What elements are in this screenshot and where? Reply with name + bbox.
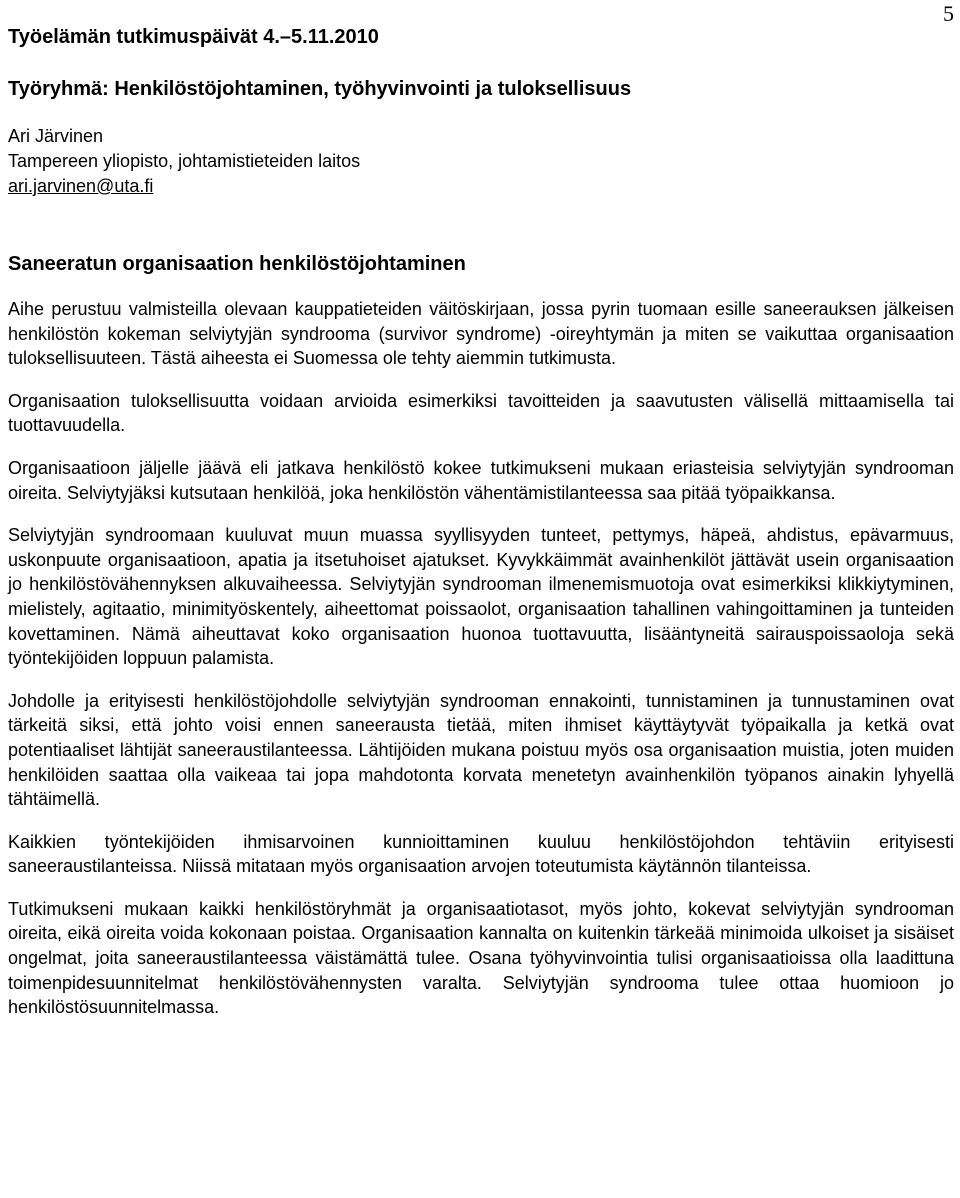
- workgroup-title: Työryhmä: Henkilöstöjohtaminen, työhyvinvointi ja tuloksellisuus: [8, 78, 632, 100]
- paragraph: Aihe perustuu valmisteilla olevaan kauppatieteiden väitöskirjaan, jossa pyrin tuomaan esille saneerauksen jälkeisen henkilöstön kokeman selviytyjän syndrooma (survivor syndrome) -oireyhtymän ja miten se vaikuttaa organisaation tuloksellisuuteen. Tästä aiheesta ei Suomessa ole tehty aiemmin tutkimusta.: [8, 299, 954, 369]
- conference-title: Työelämän tutkimuspäivät 4.–5.11.2010: [8, 26, 379, 48]
- author-email-link[interactable]: ari.jarvinen@uta.fi: [8, 176, 154, 196]
- document-body: [8, 24, 954, 1020]
- paragraph: Kaikkien työntekijöiden ihmisarvoinen kunnioittaminen kuuluu henkilöstöjohdon tehtäviin erityisesti saneeraustilanteissa. Niissä mitataan myös organisaation arvojen toteutumista käytännön tilanteissa.: [8, 831, 954, 877]
- paragraph: Organisaation tuloksellisuutta voidaan arvioida esimerkiksi tavoitteiden ja saavutusten välisellä mittaamisella tai tuottavuudella.: [8, 390, 954, 436]
- paragraph: Tutkimukseni mukaan kaikki henkilöstöryhmät ja organisaatiotasot, myös johto, kokevat selviytyjän syndrooman oireita, eikä oireita voida kokonaan poistaa. Organisaation kannalta on kuitenkin tärkeää minimoida ulkoiset ja sisäiset ongelmat, joita saneeraustilanteessa väistämättä tulee. Osana työhyvinvointia tulisi organisaatioissa olla laadittuna toimenpidesuunnitelmat henkilöstövähennysten varalta. Selviytyjän syndrooma tulee ottaa huomioon jo henkilöstösuunnitelmassa.: [8, 898, 954, 1018]
- author-block: [8, 124, 954, 199]
- author-affiliation: Tampereen yliopisto, johtamistieteiden laitos: [8, 151, 361, 171]
- paragraph: Selviytyjän syndroomaan kuuluvat muun muassa syyllisyyden tunteet, pettymys, häpeä, ahdistus, epävarmuus, uskonpuute organisaatioon, apatia ja itsetuhoiset ajatukset. Kyvykkäimmät avainhenkilöt jättävät usein organisaation jo henkilöstövähennyksen alkuvaiheessa. Selviytyjän syndrooman ilmenemismuotoja ovat esimerkiksi klikkiytyminen, mielistely, agitaatio, minimityöskentely, aiheettomat poissaolot, organisaation tahallinen vahingoittaminen ja tunteiden kovettaminen. Nämä aiheuttavat koko organisaation huonoa tuottavuutta, lisääntyneitä sairauspoissaoloja sekä työntekijöiden loppuun palamista.: [8, 525, 954, 669]
- author-name: Ari Järvinen: [8, 126, 104, 146]
- section-title: Saneeratun organisaation henkilöstöjohtaminen: [8, 253, 466, 275]
- paragraph: Johdolle ja erityisesti henkilöstöjohdolle selviytyjän syndrooman ennakointi, tunnistaminen ja tunnustaminen ovat tärkeitä siksi, että johto voisi ennen saneerausta tietää, miten ihmiset käyttäytyvät työpaikalla ja ketkä ovat potentiaaliset lähtijät saneeraustilanteessa. Lähtijöiden mukana poistuu myös osa organisaation muistia, joten muiden henkilöiden saattaa olla vaikeaa tai jopa mahdotonta korvata menetetyn avainhenkilön työpanos ainakin lyhyellä tähtäimellä.: [8, 690, 954, 810]
- paragraph: Organisaatioon jäljelle jäävä eli jatkava henkilöstö kokee tutkimukseni mukaan eriasteisia selviytyjän syndrooman oireita. Selviytyjäksi kutsutaan henkilöä, joka henkilöstön vähentämistilanteessa saa pitää työpaikkansa.: [8, 457, 954, 503]
- page-number: 5: [943, 1, 954, 26]
